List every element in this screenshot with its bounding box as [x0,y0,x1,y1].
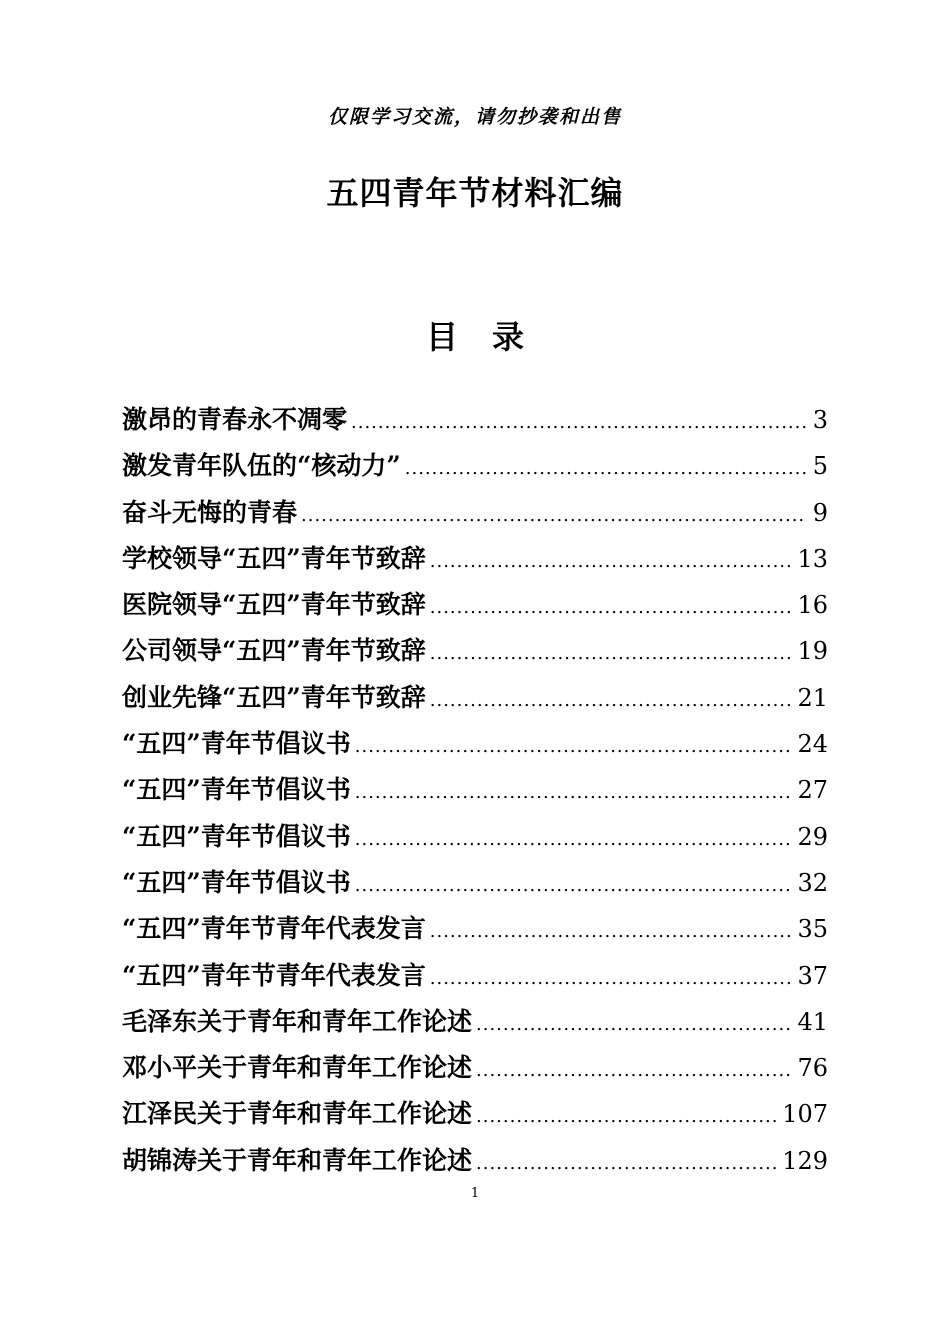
toc-entry-title: “五四”青年节青年代表发言 [122,914,426,944]
toc-entry-page: 27 [797,776,828,805]
toc-leader-dots [355,782,792,803]
toc-entry-title: “五四”青年节倡议书 [122,867,351,897]
toc-entry[interactable] [122,1048,828,1094]
toc-entry-title: 公司领导“五四”青年节致辞 [122,636,426,666]
toc-entry-title: 邓小平关于青年和青年工作论述 [122,1053,473,1083]
page-number: 1 [470,1186,480,1201]
toc-entry[interactable] [122,863,828,909]
toc-entry-title: 胡锦涛关于青年和青年工作论述 [122,1145,473,1175]
toc-entry-title: 奋斗无悔的青春 [122,497,298,527]
toc-heading-char: 录 [492,318,525,356]
toc-entry[interactable] [122,1094,828,1140]
toc-heading [0,312,950,358]
toc-entry[interactable] [122,909,828,955]
toc-entry-page: 3 [812,406,828,434]
toc-entry-title: “五四”青年节倡议书 [122,729,351,759]
toc-entry-title: 毛泽东关于青年和青年工作论述 [122,1006,473,1036]
toc-entry-title: “五四”青年节青年代表发言 [122,960,426,990]
toc-entry-page: 129 [782,1146,828,1175]
toc-entry-page: 41 [797,1007,828,1036]
toc-leader-dots [355,829,792,850]
toc-entry[interactable] [122,493,828,539]
toc-entry[interactable] [122,446,828,492]
toc-leader-dots [476,1106,776,1127]
toc-entry-page: 16 [797,591,828,620]
toc-entry-page: 32 [797,868,828,897]
toc-leader-dots [430,690,792,711]
usage-notice: 仅限学习交流，请勿抄袭和出售 [327,106,622,128]
toc-entry-page: 5 [812,452,828,481]
toc-leader-dots [430,597,792,618]
toc-entry-title: 江泽民关于青年和青年工作论述 [122,1099,473,1129]
table-of-contents [122,400,828,1187]
toc-entry[interactable] [122,1141,828,1187]
toc-entry[interactable] [122,1002,828,1048]
toc-entry-title: “五四”青年节倡议书 [122,821,351,851]
toc-entry[interactable] [122,956,828,1002]
toc-entry-title: 学校领导“五四”青年节致辞 [122,543,426,573]
toc-entry-title: 医院领导“五四”青年节致辞 [122,590,426,620]
toc-entry-page: 9 [812,498,828,527]
toc-leader-dots [355,875,792,896]
toc-leader-dots [430,643,792,664]
toc-leader-dots [430,551,792,572]
toc-entry-page: 19 [797,637,828,666]
toc-leader-dots [430,921,792,942]
toc-leader-dots [476,1060,791,1081]
toc-entry[interactable] [122,585,828,631]
toc-entry-title: 激昂的青春永不凋零 [122,405,348,434]
toc-entry-page: 29 [797,822,828,851]
toc-entry-title: 激发青年队伍的“核动力” [122,451,401,481]
document-title: 五四青年节材料汇编 [326,174,624,212]
toc-leader-dots [301,505,807,526]
toc-heading-char: 目 [425,318,458,356]
toc-entry[interactable] [122,724,828,770]
toc-entry-page: 21 [797,683,828,712]
toc-entry-title: “五四”青年节倡议书 [122,775,351,805]
toc-entry-page: 24 [797,730,828,759]
toc-leader-dots [430,968,792,989]
toc-entry-title: 创业先锋“五四”青年节致辞 [122,682,426,712]
toc-leader-dots [476,1153,776,1174]
toc-entry[interactable] [122,539,828,585]
toc-entry-page: 107 [782,1100,828,1129]
toc-entry[interactable] [122,400,828,446]
toc-entry[interactable] [122,678,828,724]
toc-leader-dots [351,412,807,433]
toc-entry-page: 37 [797,961,828,990]
toc-leader-dots [476,1014,791,1035]
toc-entry[interactable] [122,631,828,677]
toc-entry-page: 76 [797,1054,828,1083]
toc-leader-dots [405,458,807,479]
toc-entry-page: 35 [797,915,828,944]
toc-entry[interactable] [122,770,828,816]
toc-leader-dots [355,736,792,757]
toc-entry[interactable] [122,817,828,863]
toc-entry-page: 13 [797,544,828,573]
